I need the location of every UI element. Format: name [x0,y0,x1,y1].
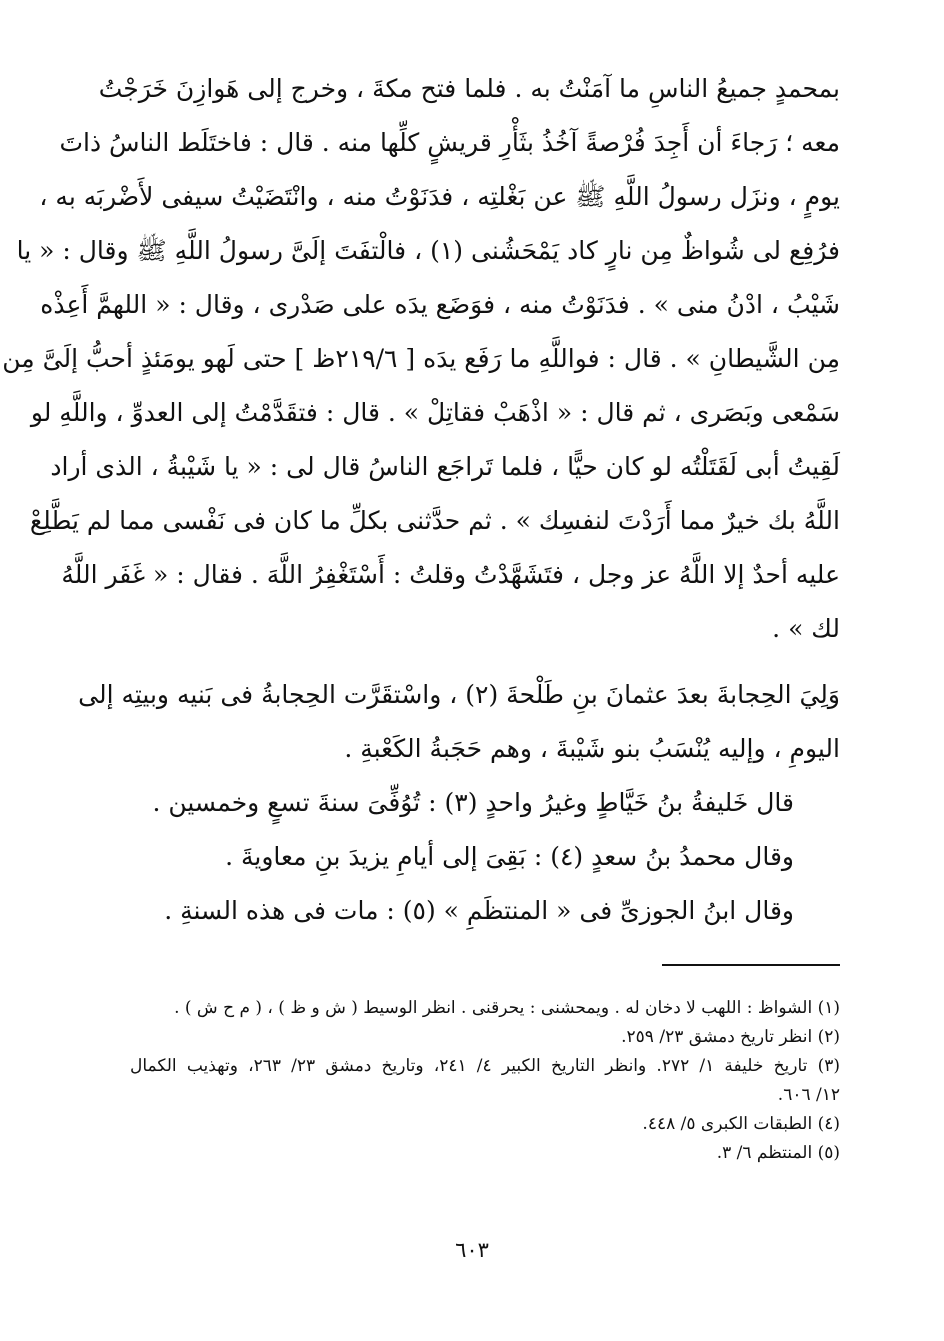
footnotes [130,994,840,1168]
footnote: (٣) تاريخ خليفة ١/ ٢٧٢. وانظر التاريخ الكبير ٤/ ٢٤١، وتاريخ دمشق ٢٣/ ٢٦٣، وتهذيب الكمال [130,1056,840,1076]
footnote: ١٢/ ٦٠٦. [777,1085,840,1105]
body-line: اليومِ ، وإليه يُنْسَبُ بنو شَيْبةَ ، وهم حَجَبةُ الكَعْبةِ . [344,734,840,763]
body-line: يومٍ ، ونزَل رسولُ اللَّهِ ﷺ عن بَغْلتِه ، فدَنَوْتُ منه ، وانْتَضَيْتُ سيفى لأَضْربَه به ، [39,182,840,211]
death-reports [130,776,840,938]
footnote: (٢) انظر تاريخ دمشق ٢٣/ ٢٥٩. [621,1027,840,1047]
footnote: (٤) الطبقات الكبرى ٥/ ٤٤٨. [642,1114,840,1134]
indented-line: وقال ابنُ الجوزىِّ فى « المنتظَمِ » (٥) : مات فى هذه السنةِ . [164,896,794,925]
body-line: سَمْعى وبَصَرى ، ثم قال : « اذْهَبْ فقاتِلْ » . قال : فتقَدَّمْتُ إلى العدوِّ ، واللَّهِ لو [30,398,840,427]
body-line: شَيْبُ ، ادْنُ منى » . فدَنَوْتُ منه ، فوَضَع يدَه على صَدْرى ، وقال : « اللهمَّ أَعِذْه [40,290,840,319]
indented-line: وقال محمدُ بنُ سعدٍ (٤) : بَقِىَ إلى أيامِ يزيدَ بنِ معاويةَ . [225,842,794,871]
body-line: معه ؛ رَجاءَ أن أَجِدَ فُرْصةً آخُذُ بثَأْرِ قريشٍ كلِّها منه . قال : فاختَلَط الناسُ ذاتَ [59,128,840,157]
body-line: لَقِيتُ أبى لَقَتَلْتُه لو كان حيًّا ، فلما تَراجَع الناسُ قال لى : « يا شَيْبةُ ، الذى أراد [50,452,840,481]
body-line: عليه أحدٌ إلا اللَّهُ عز وجل ، فتَشَهَّدْتُ وقلتُ : أَسْتَغْفِرُ اللَّهَ . فقال : « غَفَر اللَّهُ [61,560,840,589]
footnote: (٥) المنتظم ٦/ ٣. [716,1143,840,1163]
indented-line: قال خَليفةُ بنُ خَيَّاطٍ وغيرُ واحدٍ (٣) : تُوُفِّىَ سنةَ تسعٍ وخمسين . [152,788,794,817]
body-line: مِن الشَّيطانِ » . قال : فواللَّهِ ما رَفَع يدَه [ ٢١٩/٦ظ ] حتى لَهو يومَئذٍ أحبُّ إلَىَّ مِن [2,344,840,373]
body-line: لك » . [772,614,840,643]
body-line: اللَّهُ بك خيرٌ مما أَرَدْتَ لنفسِك » . ثم حدَّثنى بكلِّ ما كان فى نَفْسى مما لم يَطَّلِعْ [29,506,840,535]
footnote: (١) الشواظ : اللهب لا دخان له . ويمحشنى : يحرقنى . انظر الوسيط ( ش و ظ ) ، ( م ح ش ) . [174,998,840,1018]
footnote-divider [662,964,840,966]
page-number: ٦٠٣ [455,1238,489,1262]
paragraph-hijaba [78,668,840,776]
body-line: وَلِيَ الحِجابةَ بعدَ عثمانَ بنِ طَلْحةَ (٢) ، واسْتقَرَّت الحِجابةُ فى بَنيه وبيتِه إلى [78,680,840,709]
body-line: فرُفِع لى شُواظٌ مِن نارٍ كاد يَمْحَشُنى (١) ، فالْتفَتَ إلَىَّ رسولُ اللَّهِ ﷺ وقال : « يا [16,236,840,265]
main-text [2,62,840,938]
body-line: بمحمدٍ جميعُ الناسِ ما آمَنْتُ به . فلما فتح مكةَ ، وخرج إلى هَوازِنَ خَرَجْتُ [98,74,840,103]
